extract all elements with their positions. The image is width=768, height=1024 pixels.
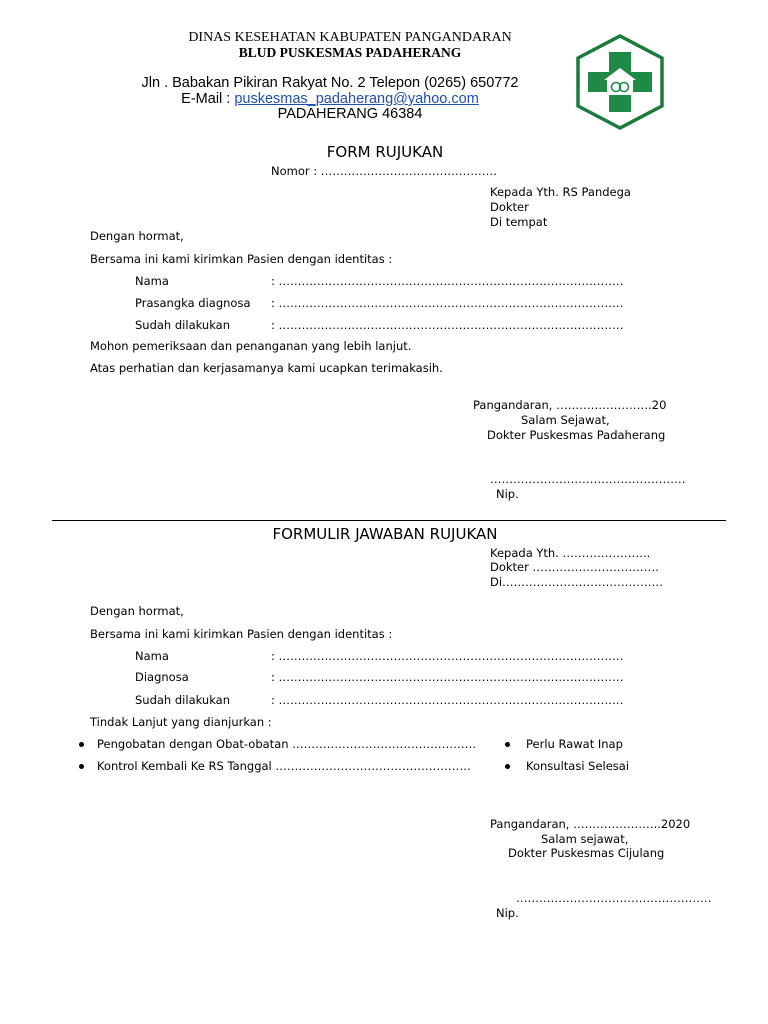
reply-field-label-tindakan: Sudah dilakukan [135, 693, 231, 707]
intro-text: Bersama ini kami kirimkan Pasien dengan identitas : [90, 252, 393, 266]
recipient-line-3: Di tempat [490, 215, 548, 229]
followup-label: Tindak Lanjut yang dianjurkan : [90, 715, 272, 729]
reply-nip-label: Nip. [496, 906, 519, 920]
reply-recipient-line-2: Dokter …………………………… [490, 560, 660, 574]
bullet-icon [79, 764, 84, 769]
recipient-line-2: Dokter [490, 200, 529, 214]
reply-form-title: FORMULIR JAWABAN RUJUKAN [272, 525, 498, 543]
signer-title: Dokter Puskesmas Padaherang [487, 428, 666, 442]
field-label-nama: Nama [135, 274, 169, 288]
option-konsultasi-selesai: Konsultasi Selesai [526, 759, 630, 773]
nip-label: Nip. [496, 487, 519, 501]
reply-field-label-nama: Nama [135, 649, 169, 663]
city-postal: PADAHERANG 46384 [277, 106, 423, 122]
bullet-icon [79, 742, 84, 747]
salutation: Salam Sejawat, [521, 413, 610, 427]
place-date: Pangandaran, …………………….20 [473, 398, 667, 412]
greeting: Dengan hormat, [90, 229, 184, 243]
recipient-line-1: Kepada Yth. RS Pandega [490, 185, 631, 199]
reply-field-label-diagnosa: Diagnosa [135, 670, 189, 684]
field-value-nama: : ……………………………………………………………………………… [271, 274, 624, 288]
option-kontrol: Kontrol Kembali Ke RS Tanggal …………………………………………… [97, 759, 471, 773]
email-link[interactable]: puskesmas_padaherang@yahoo.com [234, 91, 479, 107]
field-value-tindakan: : ……………………………………………………………………………… [271, 318, 624, 332]
puskesmas-logo-icon [574, 34, 666, 130]
reply-recipient-line-1: Kepada Yth. ………………….. [490, 546, 651, 560]
institution-name: BLUD PUSKESMAS PADAHERANG [238, 45, 462, 60]
field-label-diagnosa: Prasangka diagnosa [135, 296, 251, 310]
reply-place-date: Pangandaran, …………………..2020 [490, 817, 691, 831]
field-label-tindakan: Sudah dilakukan [135, 318, 231, 332]
closing-text-1: Mohon pemeriksaan dan penanganan yang lebih lanjut. [90, 339, 412, 353]
agency-name: DINAS KESEHATAN KABUPATEN PANGANDARAN [188, 30, 512, 45]
reply-field-value-nama: : ……………………………………………………………………………… [271, 649, 624, 663]
signature-line: …………………………………………… [490, 472, 686, 486]
section-divider [52, 520, 726, 521]
reply-field-value-tindakan: : ……………………………………………………………………………… [271, 693, 624, 707]
form-title: FORM RUJUKAN [326, 143, 444, 161]
email-prefix: E-Mail : [181, 91, 235, 107]
nomor-field: Nomor : ………………………………………. [271, 164, 497, 178]
reply-signature-line: …………………………………………… [516, 891, 712, 905]
bullet-icon [505, 764, 510, 769]
reply-field-value-diagnosa: : ……………………………………………………………………………… [271, 670, 624, 684]
reply-intro-text: Bersama ini kami kirimkan Pasien dengan identitas : [90, 627, 393, 641]
reply-greeting: Dengan hormat, [90, 604, 184, 618]
option-rawat-inap: Perlu Rawat Inap [526, 737, 623, 751]
reply-signer-title: Dokter Puskesmas Cijulang [508, 846, 665, 860]
field-value-diagnosa: : ……………………………………………………………………………… [271, 296, 624, 310]
reply-recipient-line-3: Di…………………………………… [490, 575, 664, 589]
address-line: Jln . Babakan Pikiran Rakyat No. 2 Telepon (0265) 650772 [141, 75, 519, 91]
bullet-icon [505, 742, 510, 747]
closing-text-2: Atas perhatian dan kerjasamanya kami ucapkan terimakasih. [90, 361, 443, 375]
email-line [150, 91, 510, 107]
reply-salutation: Salam sejawat, [541, 832, 629, 846]
option-obat: Pengobatan dengan Obat-obatan ………………………………………… [97, 737, 477, 751]
